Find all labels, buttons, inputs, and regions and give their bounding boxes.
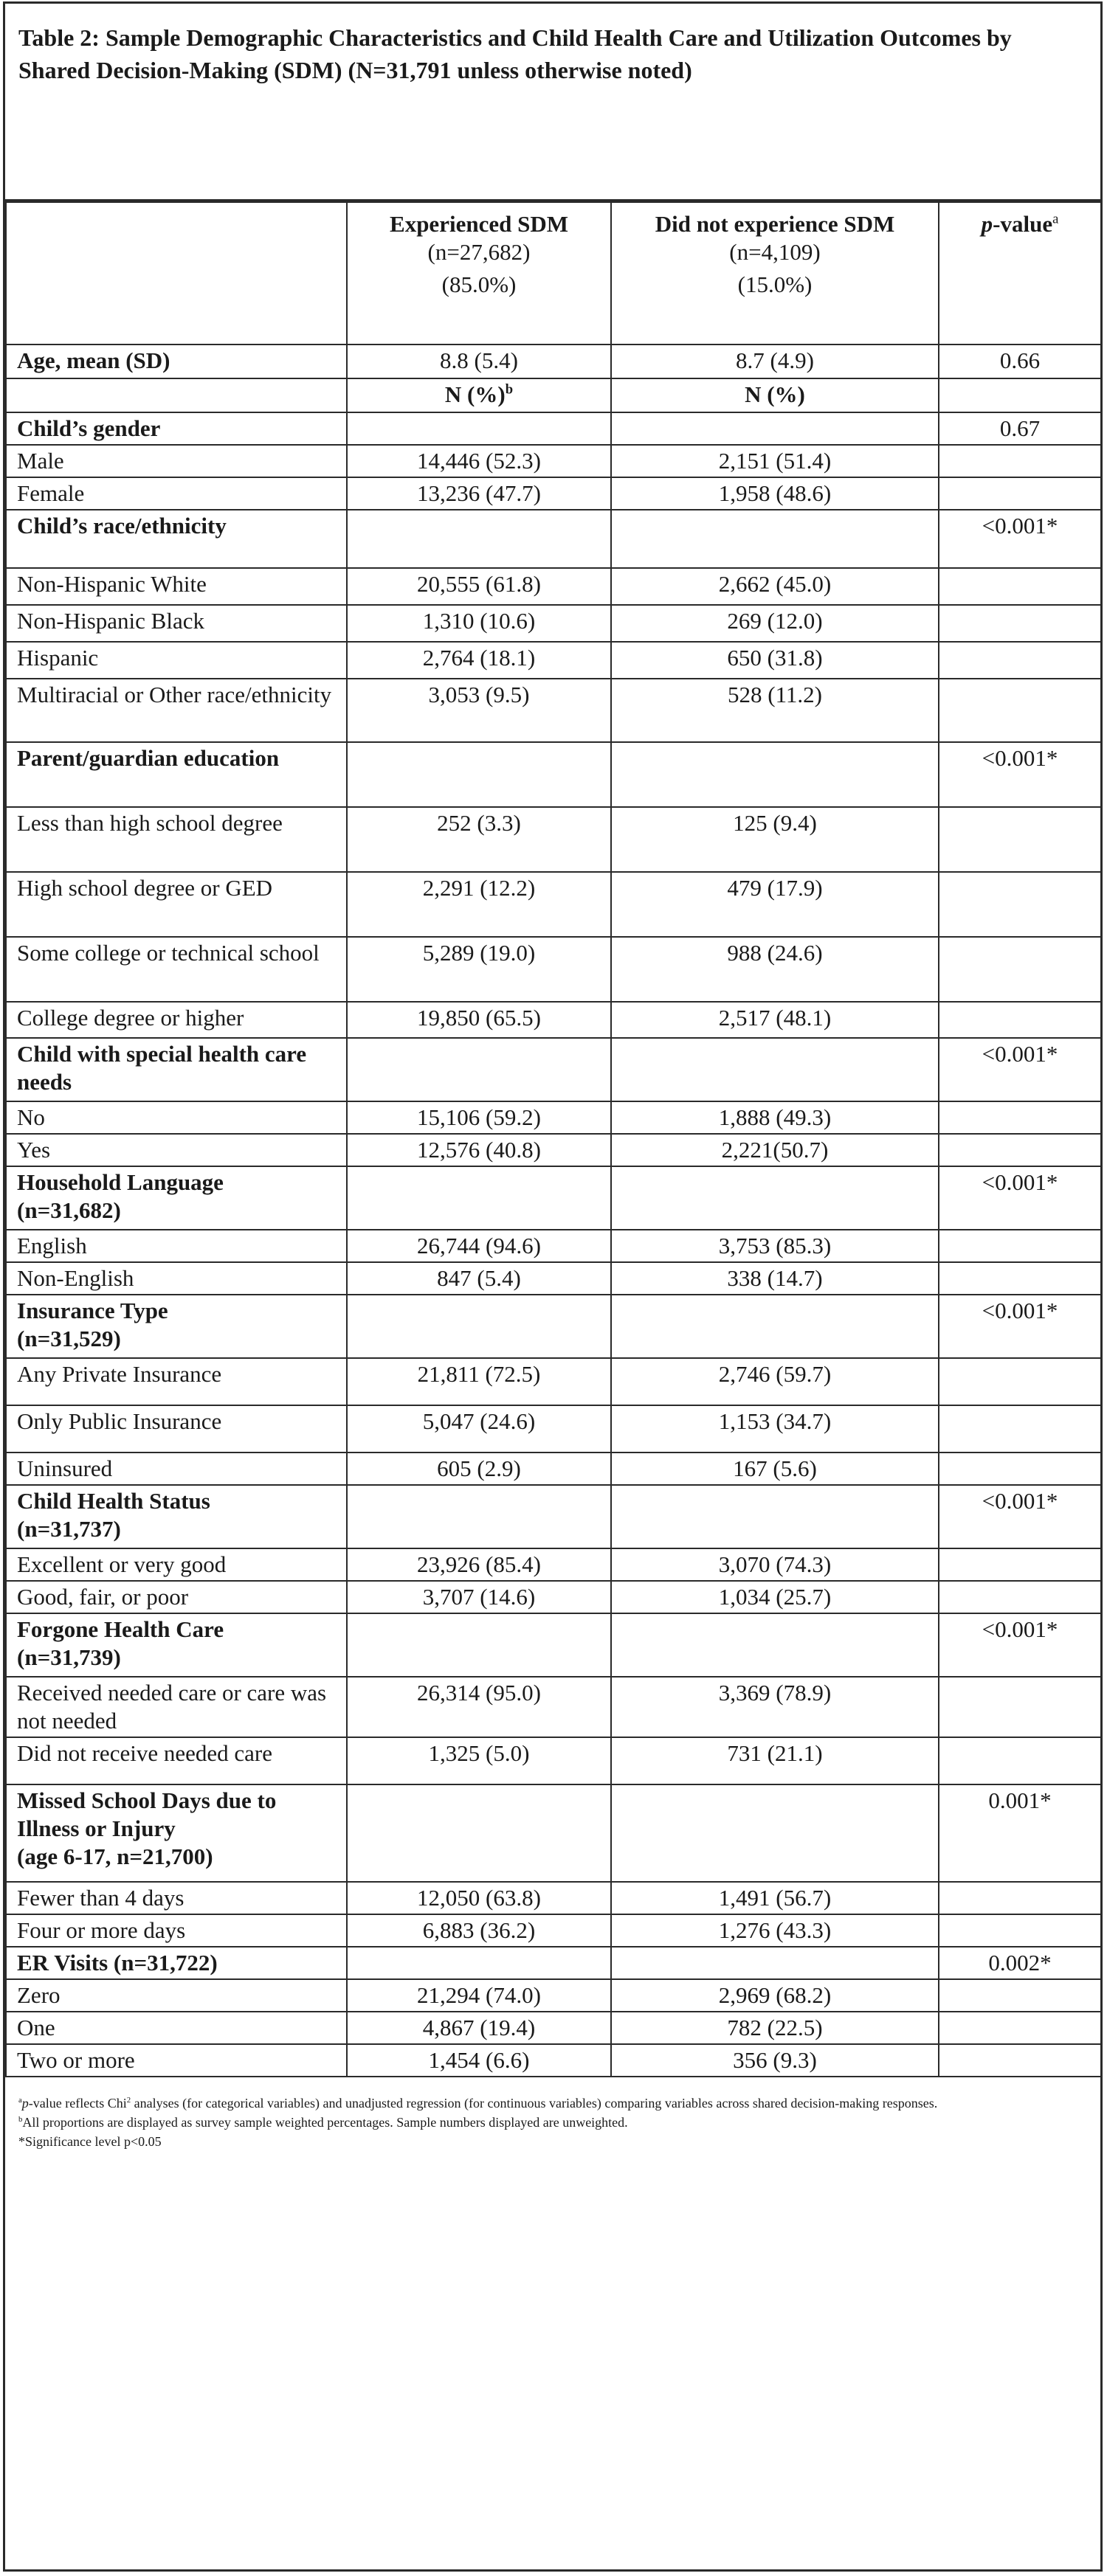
row-label <box>6 1548 347 1581</box>
section-label <box>6 742 347 807</box>
cell-sdm: 21,294 (74.0) <box>347 1979 611 2012</box>
section-header-row <box>6 1295 1101 1358</box>
section-label <box>6 510 347 568</box>
cell-pvalue <box>939 1677 1101 1737</box>
n-pct-pvalue-blank <box>939 378 1101 412</box>
row-label <box>6 1101 347 1134</box>
cell-sdm: 26,744 (94.6) <box>347 1230 611 1262</box>
footnote-b-sup: b <box>18 2115 23 2124</box>
cell-sdm: 2,291 (12.2) <box>347 872 611 937</box>
cell-nosdm: 1,276 (43.3) <box>611 1914 939 1947</box>
n-pct-sdm-sup: b <box>505 381 514 398</box>
footnotes <box>5 2077 1100 2151</box>
cell-pvalue: <0.001* <box>939 742 1101 807</box>
cell-sdm: 3,707 (14.6) <box>347 1581 611 1613</box>
row-label-text: Uninsured <box>17 1455 113 1481</box>
cell-pvalue: <0.001* <box>939 1038 1101 1101</box>
table-row <box>6 1101 1101 1134</box>
row-label-text: Forgone Health Care <box>17 1616 224 1642</box>
row-label <box>6 1882 347 1914</box>
cell-pvalue <box>939 937 1101 1002</box>
table-row <box>6 1979 1101 2012</box>
section-label <box>6 1295 347 1358</box>
cell-pvalue <box>939 1101 1101 1134</box>
row-label-text: Child’s gender <box>17 415 161 441</box>
row-label-text: College degree or higher <box>17 1005 244 1031</box>
cell-pvalue <box>939 1262 1101 1295</box>
row-label-text: Four or more days <box>17 1917 186 1943</box>
cell-nosdm: 731 (21.1) <box>611 1737 939 1784</box>
row-label <box>6 1581 347 1613</box>
age-pvalue: 0.66 <box>939 344 1101 378</box>
row-label-sub: (age 6-17, n=21,700) <box>17 1843 213 1869</box>
age-label: Age, mean (SD) <box>6 344 347 378</box>
row-label <box>6 445 347 477</box>
cell-nosdm: 1,034 (25.7) <box>611 1581 939 1613</box>
cell-nosdm: 988 (24.6) <box>611 937 939 1002</box>
cell-pvalue <box>939 2044 1101 2077</box>
cell-sdm: 1,325 (5.0) <box>347 1737 611 1784</box>
section-header-row <box>6 742 1101 807</box>
cell-nosdm: 2,221(50.7) <box>611 1134 939 1166</box>
cell-sdm: 4,867 (19.4) <box>347 2012 611 2044</box>
column-header-nosdm <box>611 202 939 344</box>
footnote-a-sup2: 2 <box>126 2096 131 2105</box>
cell-sdm: 1,454 (6.6) <box>347 2044 611 2077</box>
row-label-sub: (n=31,737) <box>17 1516 121 1542</box>
row-label-sub: (n=31,529) <box>17 1326 121 1351</box>
cell-pvalue <box>939 605 1101 642</box>
row-label-text: Child Health Status <box>17 1488 210 1514</box>
row-label <box>6 1405 347 1453</box>
row-label-text: ER Visits (n=31,722) <box>17 1950 218 1976</box>
pvalue-p-italic: p <box>981 211 993 237</box>
row-label-text: Did not receive needed care <box>17 1740 272 1766</box>
cell-pvalue <box>939 568 1101 605</box>
footnote-a-text: -value reflects Chi <box>28 2096 127 2111</box>
cell-sdm: 3,053 (9.5) <box>347 679 611 742</box>
row-label-text: Hispanic <box>17 645 99 671</box>
cell-sdm: 21,811 (72.5) <box>347 1358 611 1405</box>
footnote-a-sup: a <box>18 2096 22 2105</box>
row-label <box>6 1230 347 1262</box>
cell-pvalue <box>939 2012 1101 2044</box>
pvalue-sup: a <box>1052 211 1059 227</box>
column-header-sdm-n: (n=27,682) <box>427 239 531 265</box>
row-label <box>6 1453 347 1485</box>
cell-nosdm: 528 (11.2) <box>611 679 939 742</box>
cell-nosdm <box>611 510 939 568</box>
row-label <box>6 1002 347 1038</box>
cell-nosdm <box>611 1038 939 1101</box>
cell-sdm: 14,446 (52.3) <box>347 445 611 477</box>
cell-pvalue: 0.002* <box>939 1947 1101 1979</box>
cell-sdm: 847 (5.4) <box>347 1262 611 1295</box>
row-label-text: Fewer than 4 days <box>17 1885 184 1911</box>
section-header-row <box>6 1485 1101 1548</box>
cell-pvalue <box>939 445 1101 477</box>
cell-nosdm <box>611 1295 939 1358</box>
cell-sdm: 5,289 (19.0) <box>347 937 611 1002</box>
section-header-row <box>6 1166 1101 1230</box>
row-label <box>6 1677 347 1737</box>
section-header-row <box>6 510 1101 568</box>
table-row <box>6 1581 1101 1613</box>
cell-pvalue <box>939 1882 1101 1914</box>
table-row <box>6 1677 1101 1737</box>
cell-nosdm: 338 (14.7) <box>611 1262 939 1295</box>
row-label <box>6 1358 347 1405</box>
row-label <box>6 642 347 679</box>
cell-pvalue <box>939 1914 1101 1947</box>
cell-sdm: 15,106 (59.2) <box>347 1101 611 1134</box>
cell-sdm <box>347 1485 611 1548</box>
cell-sdm <box>347 412 611 445</box>
cell-sdm <box>347 1038 611 1101</box>
cell-pvalue <box>939 1737 1101 1784</box>
cell-nosdm: 2,662 (45.0) <box>611 568 939 605</box>
cell-sdm: 2,764 (18.1) <box>347 642 611 679</box>
cell-nosdm: 269 (12.0) <box>611 605 939 642</box>
cell-nosdm: 479 (17.9) <box>611 872 939 937</box>
row-label-text: One <box>17 2015 55 2040</box>
footnote-a-text2: analyses (for categorical variables) and unadjusted regression (for continuous variables) comparing variables across shared decision-making responses. <box>131 2096 938 2111</box>
cell-nosdm: 782 (22.5) <box>611 2012 939 2044</box>
table-row <box>6 1453 1101 1485</box>
row-label-text: Non-Hispanic White <box>17 571 207 597</box>
section-label <box>6 1485 347 1548</box>
row-label <box>6 1262 347 1295</box>
column-header-nosdm-pct: (15.0%) <box>737 271 813 297</box>
cell-sdm <box>347 1613 611 1677</box>
table-row <box>6 568 1101 605</box>
row-label-text: Parent/guardian education <box>17 745 280 771</box>
row-label <box>6 1134 347 1166</box>
cell-sdm: 12,576 (40.8) <box>347 1134 611 1166</box>
cell-pvalue: <0.001* <box>939 1485 1101 1548</box>
column-header-sdm-label: Experienced SDM <box>390 211 568 237</box>
section-header-row <box>6 1784 1101 1882</box>
table-row <box>6 1737 1101 1784</box>
cell-sdm: 6,883 (36.2) <box>347 1914 611 1947</box>
row-label-text: Any Private Insurance <box>17 1361 222 1387</box>
section-label <box>6 1613 347 1677</box>
row-label-text: Excellent or very good <box>17 1551 227 1577</box>
row-label-text: Yes <box>17 1137 51 1163</box>
row-label-text: Zero <box>17 1982 61 2008</box>
cell-sdm <box>347 1166 611 1230</box>
cell-nosdm: 2,151 (51.4) <box>611 445 939 477</box>
section-label <box>6 412 347 445</box>
column-header-sdm-pct: (85.0%) <box>441 271 517 297</box>
table-row <box>6 2044 1101 2077</box>
table-row <box>6 937 1101 1002</box>
cell-sdm <box>347 510 611 568</box>
cell-pvalue <box>939 679 1101 742</box>
row-label-text: English <box>17 1233 87 1258</box>
cell-nosdm: 2,746 (59.7) <box>611 1358 939 1405</box>
table-row <box>6 1548 1101 1581</box>
cell-sdm: 12,050 (63.8) <box>347 1882 611 1914</box>
n-pct-nosdm: N (%) <box>611 378 939 412</box>
row-label-text: Non-English <box>17 1265 134 1291</box>
section-label <box>6 1784 347 1882</box>
row-label-text: Female <box>17 480 85 506</box>
cell-pvalue: 0.001* <box>939 1784 1101 1882</box>
title-box <box>5 4 1100 201</box>
cell-pvalue: 0.67 <box>939 412 1101 445</box>
cell-nosdm <box>611 742 939 807</box>
cell-nosdm: 1,888 (49.3) <box>611 1101 939 1134</box>
cell-pvalue <box>939 477 1101 510</box>
n-pct-row <box>6 378 1101 412</box>
row-label-text: Good, fair, or poor <box>17 1584 189 1610</box>
cell-pvalue: <0.001* <box>939 1613 1101 1677</box>
section-header-row <box>6 1038 1101 1101</box>
row-label <box>6 477 347 510</box>
age-nosdm: 8.7 (4.9) <box>611 344 939 378</box>
cell-pvalue: <0.001* <box>939 1166 1101 1230</box>
row-label-text: Child with special health care needs <box>17 1041 307 1095</box>
column-header-row <box>6 202 1101 344</box>
n-pct-blank <box>6 378 347 412</box>
row-label-text: Multiracial or Other race/ethnicity <box>17 682 332 707</box>
row-label-text: No <box>17 1104 45 1130</box>
cell-sdm: 20,555 (61.8) <box>347 568 611 605</box>
cell-pvalue: <0.001* <box>939 510 1101 568</box>
row-label-text: Male <box>17 448 64 474</box>
cell-nosdm <box>611 1784 939 1882</box>
age-row <box>6 344 1101 378</box>
row-label <box>6 2012 347 2044</box>
cell-nosdm: 167 (5.6) <box>611 1453 939 1485</box>
row-label <box>6 2044 347 2077</box>
table-row <box>6 2012 1101 2044</box>
cell-nosdm: 1,958 (48.6) <box>611 477 939 510</box>
cell-nosdm: 356 (9.3) <box>611 2044 939 2077</box>
cell-sdm: 19,850 (65.5) <box>347 1002 611 1038</box>
cell-nosdm: 650 (31.8) <box>611 642 939 679</box>
table-row <box>6 872 1101 937</box>
table-row <box>6 477 1101 510</box>
cell-sdm: 252 (3.3) <box>347 807 611 872</box>
n-pct-sdm-label: N (%) <box>444 381 506 407</box>
cell-nosdm: 2,517 (48.1) <box>611 1002 939 1038</box>
cell-sdm: 605 (2.9) <box>347 1453 611 1485</box>
cell-nosdm: 1,153 (34.7) <box>611 1405 939 1453</box>
column-header-nosdm-n: (n=4,109) <box>729 239 821 265</box>
cell-nosdm <box>611 1485 939 1548</box>
cell-sdm: 23,926 (85.4) <box>347 1548 611 1581</box>
cell-nosdm <box>611 1613 939 1677</box>
cell-sdm: 5,047 (24.6) <box>347 1405 611 1453</box>
row-label <box>6 605 347 642</box>
row-label-text: Some college or technical school <box>17 940 320 966</box>
cell-nosdm <box>611 1947 939 1979</box>
section-label <box>6 1947 347 1979</box>
cell-nosdm: 1,491 (56.7) <box>611 1882 939 1914</box>
cell-pvalue <box>939 1134 1101 1166</box>
cell-sdm <box>347 742 611 807</box>
table-row <box>6 1134 1101 1166</box>
table-row <box>6 807 1101 872</box>
n-pct-sdm <box>347 378 611 412</box>
column-header-nosdm-label: Did not experience SDM <box>655 211 895 237</box>
section-label <box>6 1166 347 1230</box>
section-label <box>6 1038 347 1101</box>
row-label-text: Only Public Insurance <box>17 1408 222 1434</box>
cell-sdm: 1,310 (10.6) <box>347 605 611 642</box>
row-label-text: Household Language <box>17 1169 224 1195</box>
cell-pvalue <box>939 1581 1101 1613</box>
row-label <box>6 679 347 742</box>
age-sdm: 8.8 (5.4) <box>347 344 611 378</box>
row-label-text: Insurance Type <box>17 1298 168 1323</box>
cell-pvalue <box>939 1453 1101 1485</box>
row-label <box>6 1914 347 1947</box>
table-row <box>6 1882 1101 1914</box>
table-row <box>6 679 1101 742</box>
footnote-a-p: p <box>21 2096 29 2111</box>
table-document <box>3 1 1103 2572</box>
cell-pvalue <box>939 807 1101 872</box>
row-label <box>6 937 347 1002</box>
cell-nosdm: 2,969 (68.2) <box>611 1979 939 2012</box>
row-label-text: High school degree or GED <box>17 875 273 901</box>
section-header-row <box>6 1613 1101 1677</box>
row-label <box>6 568 347 605</box>
table-row <box>6 1358 1101 1405</box>
cell-pvalue <box>939 1230 1101 1262</box>
row-label-text: Missed School Days due to Illness or Injury <box>17 1787 277 1841</box>
table-row <box>6 1230 1101 1262</box>
row-label-text: Less than high school degree <box>17 810 283 836</box>
row-label-text: Two or more <box>17 2047 135 2073</box>
data-table <box>5 201 1102 2077</box>
table-row <box>6 1002 1101 1038</box>
cell-pvalue <box>939 1979 1101 2012</box>
cell-nosdm <box>611 412 939 445</box>
cell-pvalue <box>939 1548 1101 1581</box>
table-row <box>6 605 1101 642</box>
footnote-b-text: All proportions are displayed as survey sample weighted percentages. Sample numbers displayed are unweighted. <box>22 2115 628 2130</box>
footnote-a <box>18 2094 1087 2113</box>
table-row <box>6 445 1101 477</box>
table-row <box>6 1914 1101 1947</box>
cell-nosdm: 125 (9.4) <box>611 807 939 872</box>
row-label-text: Non-Hispanic Black <box>17 608 204 634</box>
cell-pvalue: <0.001* <box>939 1295 1101 1358</box>
cell-sdm <box>347 1947 611 1979</box>
cell-sdm <box>347 1295 611 1358</box>
section-header-row <box>6 412 1101 445</box>
cell-nosdm: 3,070 (74.3) <box>611 1548 939 1581</box>
row-label-text: Child’s race/ethnicity <box>17 513 227 539</box>
cell-pvalue <box>939 1358 1101 1405</box>
cell-pvalue <box>939 1002 1101 1038</box>
cell-sdm <box>347 1784 611 1882</box>
row-label <box>6 872 347 937</box>
row-label <box>6 1979 347 2012</box>
cell-sdm: 26,314 (95.0) <box>347 1677 611 1737</box>
cell-sdm: 13,236 (47.7) <box>347 477 611 510</box>
cell-nosdm: 3,369 (78.9) <box>611 1677 939 1737</box>
cell-nosdm: 3,753 (85.3) <box>611 1230 939 1262</box>
column-header-pvalue: p-value$^a$ <box>939 202 1101 344</box>
row-label <box>6 1737 347 1784</box>
row-label-sub: (n=31,682) <box>17 1197 121 1223</box>
cell-nosdm <box>611 1166 939 1230</box>
table-row <box>6 1262 1101 1295</box>
cell-pvalue <box>939 872 1101 937</box>
footnote-c: *Significance level p<0.05 <box>18 2134 162 2149</box>
row-label <box>6 807 347 872</box>
cell-pvalue <box>939 642 1101 679</box>
row-label-text: Received needed care or care was not needed <box>17 1680 327 1734</box>
header-blank-cell <box>6 202 347 344</box>
footnote-b <box>18 2113 1087 2132</box>
row-label-sub: (n=31,739) <box>17 1644 121 1670</box>
cell-pvalue <box>939 1405 1101 1453</box>
table-row <box>6 1405 1101 1453</box>
column-header-sdm <box>347 202 611 344</box>
table-row <box>6 642 1101 679</box>
section-header-row <box>6 1947 1101 1979</box>
table-title: Table 2: Sample Demographic Characteristics and Child Health Care and Utilization Outcomes by Shared Decision-Making (SDM) (N=31,791 unless otherwise noted) <box>18 24 1012 83</box>
